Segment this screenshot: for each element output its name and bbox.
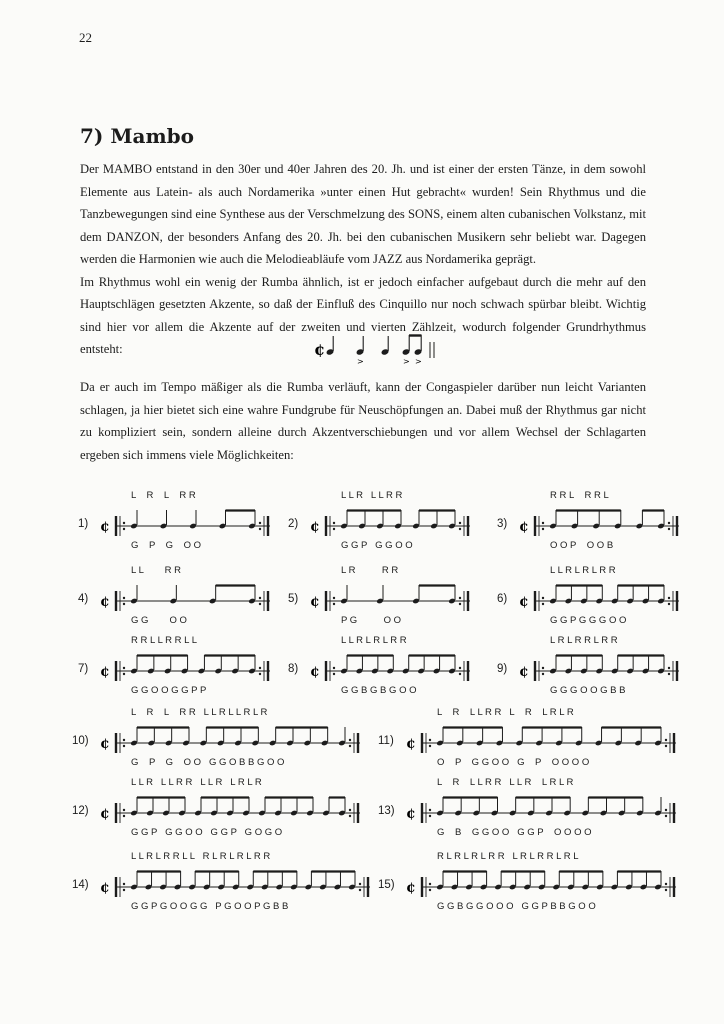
- repeat-dot: [459, 603, 461, 605]
- repeat-dot: [349, 815, 351, 817]
- repeat-dot: [542, 673, 544, 675]
- repeat-dot: [429, 745, 431, 747]
- repeat-dot: [333, 522, 335, 524]
- exercise-number: 8): [288, 663, 299, 675]
- repeat-dot: [542, 522, 544, 524]
- repeat-dot: [459, 597, 461, 599]
- page-number: 22: [79, 30, 92, 45]
- cut-time-sign: ¢: [100, 664, 110, 680]
- exercise-number: 10): [72, 735, 89, 747]
- repeat-dot: [123, 528, 125, 530]
- sticking-letters: L R R R: [341, 565, 399, 576]
- repeat-dot: [349, 809, 351, 811]
- exercise-number: 14): [72, 879, 89, 891]
- repeat-dot: [668, 673, 670, 675]
- repeat-dot: [259, 603, 261, 605]
- repeat-dot: [349, 739, 351, 741]
- sticking-letters: L R L R R L R R: [550, 635, 618, 646]
- svg-text:>: >: [403, 357, 410, 366]
- repeat-dot: [665, 815, 667, 817]
- repeat-dot: [123, 673, 125, 675]
- stroke-types: G G O O G G P P: [131, 685, 207, 696]
- repeat-dot: [123, 815, 125, 817]
- stroke-types: O P G G O O G P O O O O: [437, 757, 590, 768]
- repeat-dot: [542, 528, 544, 530]
- exercise-number: 4): [78, 593, 89, 605]
- svg-text:¢: ¢: [314, 340, 326, 359]
- repeat-dot: [668, 603, 670, 605]
- repeat-dot: [429, 809, 431, 811]
- cut-time-sign: ¢: [100, 519, 110, 535]
- repeat-dot: [668, 528, 670, 530]
- repeat-dot: [668, 522, 670, 524]
- repeat-dot: [259, 667, 261, 669]
- repeat-dot: [665, 809, 667, 811]
- stroke-types: G B G G O O G G P O O O O: [437, 827, 592, 838]
- repeat-dot: [665, 739, 667, 741]
- exercise-10: [72, 707, 368, 777]
- variations-paragraph: Da er auch im Tempo mäßiger als die Rumba verläuft, kann der Congaspieler darüber nun leicht Varianten schlagen, ja hier bietet sich eine wahre Fundgrube für Neuschöpfungen an. Dabei muß der Rhythmus gar nicht zu kompliziert sein, sondern alleine durch Akzentverschiebungen und vor allem Wechsel der Schlagarten ergeben sich immens viele Möglichkeiten:: [80, 380, 646, 462]
- repeat-dot: [349, 745, 351, 747]
- exercise-1: [78, 490, 278, 560]
- stroke-types: G P G O O G G O B B G O O: [131, 757, 285, 768]
- repeat-dot: [333, 673, 335, 675]
- repeat-dot: [542, 597, 544, 599]
- exercise-5: [288, 565, 478, 635]
- stroke-types: G G B G B G O O: [341, 685, 417, 696]
- stroke-types: G P G O O: [131, 540, 202, 551]
- stroke-types: G G B G G O O O G G P B B G O O: [437, 901, 596, 912]
- cut-time-sign: ¢: [310, 664, 320, 680]
- repeat-dot: [333, 597, 335, 599]
- repeat-dot: [123, 745, 125, 747]
- repeat-dot: [665, 883, 667, 885]
- svg-text:>: >: [357, 357, 364, 366]
- sticking-letters: L L R R: [131, 565, 181, 576]
- stroke-types: G G P G G O O: [341, 540, 413, 551]
- exercise-12: [72, 777, 368, 847]
- exercise-4: [78, 565, 278, 635]
- sticking-letters: R R L L R R L L: [131, 635, 197, 646]
- repeat-dot: [123, 603, 125, 605]
- stroke-types: G G P G O O G G P G O O P G B B: [131, 901, 289, 912]
- exercise-14: [72, 851, 378, 921]
- basic-rhythm-notation: [300, 328, 450, 368]
- sticking-letters: L L R L L R R L L R L R L R: [131, 777, 262, 788]
- exercise-number: 13): [378, 805, 395, 817]
- exercise-2: [288, 490, 478, 560]
- repeat-dot: [123, 889, 125, 891]
- repeat-dot: [429, 739, 431, 741]
- cut-time-sign: ¢: [519, 519, 529, 535]
- repeat-dot: [333, 603, 335, 605]
- cut-time-sign: ¢: [406, 880, 416, 896]
- repeat-dot: [429, 815, 431, 817]
- exercise-number: 15): [378, 879, 395, 891]
- exercise-7: [78, 635, 278, 705]
- stroke-types: G G P G G O O G G P G O G O: [131, 827, 283, 838]
- repeat-dot: [259, 673, 261, 675]
- cut-time-sign: ¢: [100, 806, 110, 822]
- repeat-dot: [123, 667, 125, 669]
- cut-time-sign: ¢: [310, 594, 320, 610]
- exercise-9: [497, 635, 687, 705]
- exercise-number: 11): [378, 735, 394, 747]
- stroke-types: G G P G G G O O: [550, 615, 627, 626]
- repeat-dot: [459, 528, 461, 530]
- repeat-dot: [259, 597, 261, 599]
- repeat-dot: [542, 603, 544, 605]
- cut-time-sign: ¢: [519, 664, 529, 680]
- sticking-letters: L R L L R R L R L R L R: [437, 707, 574, 718]
- exercise-11: [378, 707, 684, 777]
- repeat-dot: [123, 809, 125, 811]
- paragraph-history: Der MAMBO entstand in den 30er und 40er Jahren des 20. Jh. und ist einer der ersten Tänze, in dem sowohl Elemente aus Latein- als auch Nordamerika »unter einen Hut gebracht« wurden! Sein Rhythmus und die Tanzbewegungen sind eine Synthese aus der Verschmelzung des SONS, einem alten cubanischen Volkstanz, mit dem DANZON, der besonders Anfang des 20. Jh. bei den cubanischen Musikern sehr beliebt war. Dagegen werden die Harmonien wie auch die Melodieabläufe vom JAZZ aus Nordamerika geprägt.: [80, 162, 646, 266]
- sticking-letters: R R L R R L: [550, 490, 609, 501]
- exercise-number: 6): [497, 593, 508, 605]
- stroke-types: O O P O O B: [550, 540, 614, 551]
- paragraph-rhythm: Im Rhythmus wohl ein wenig der Rumba ähnlich, ist er jedoch einfacher aufgebaut durch die mehr auf den Hauptschlägen gesetzten Akzente, so daß der Einfluß des Cinquillo nur noch schwach spürbar bleibt. Wichtig sind hier vor allem die Akzente auf der zweiten und vierten Zählzeit, wodurch folgender Grundrhythmus entsteht:: [80, 274, 646, 356]
- repeat-dot: [665, 889, 667, 891]
- exercise-number: 1): [78, 518, 89, 530]
- repeat-dot: [123, 522, 125, 524]
- repeat-dot: [259, 522, 261, 524]
- exercise-15: [378, 851, 684, 921]
- repeat-dot: [459, 667, 461, 669]
- sticking-letters: L L R L R L R R: [550, 565, 616, 576]
- stroke-types: P G O O: [341, 615, 402, 626]
- sticking-letters: L L R L R R L L R L R L R L R R: [131, 851, 271, 862]
- exercise-3: [497, 490, 687, 560]
- exercise-number: 12): [72, 805, 89, 817]
- cut-time-sign: ¢: [100, 736, 110, 752]
- stroke-types: G G G O O G B B: [550, 685, 626, 696]
- repeat-dot: [429, 889, 431, 891]
- exercise-6: [497, 565, 687, 635]
- exercise-number: 2): [288, 518, 299, 530]
- repeat-dot: [668, 667, 670, 669]
- repeat-dot: [459, 673, 461, 675]
- repeat-dot: [259, 528, 261, 530]
- repeat-dot: [123, 739, 125, 741]
- repeat-dot: [665, 745, 667, 747]
- cut-time-sign: ¢: [406, 736, 416, 752]
- repeat-dot: [668, 597, 670, 599]
- repeat-dot: [429, 883, 431, 885]
- exercise-8: [288, 635, 478, 705]
- repeat-dot: [359, 889, 361, 891]
- sticking-letters: R L R L R L R R L R L R R L R L: [437, 851, 579, 862]
- section-title: 7) Mambo: [80, 124, 194, 148]
- svg-text:>: >: [415, 357, 422, 366]
- sticking-letters: L L R L R L R R: [341, 635, 407, 646]
- stroke-types: G G O O: [131, 615, 187, 626]
- exercise-13: [378, 777, 684, 847]
- sticking-letters: L R L L R R L L R L R L R: [437, 777, 574, 788]
- cut-time-sign: ¢: [406, 806, 416, 822]
- exercise-number: 7): [78, 663, 89, 675]
- cut-time-sign: ¢: [100, 594, 110, 610]
- cut-time-sign: ¢: [100, 880, 110, 896]
- repeat-dot: [123, 597, 125, 599]
- repeat-dot: [542, 667, 544, 669]
- cut-time-sign: ¢: [519, 594, 529, 610]
- repeat-dot: [333, 667, 335, 669]
- repeat-dot: [123, 883, 125, 885]
- repeat-dot: [359, 883, 361, 885]
- repeat-dot: [459, 522, 461, 524]
- exercise-number: 5): [288, 593, 299, 605]
- sticking-letters: L R L R R L L R L L R L R: [131, 707, 268, 718]
- exercise-number: 9): [497, 663, 508, 675]
- cut-time-sign: ¢: [310, 519, 320, 535]
- sticking-letters: L L R L L R R: [341, 490, 403, 501]
- sticking-letters: L R L R R: [131, 490, 196, 501]
- exercise-number: 3): [497, 518, 508, 530]
- repeat-dot: [333, 528, 335, 530]
